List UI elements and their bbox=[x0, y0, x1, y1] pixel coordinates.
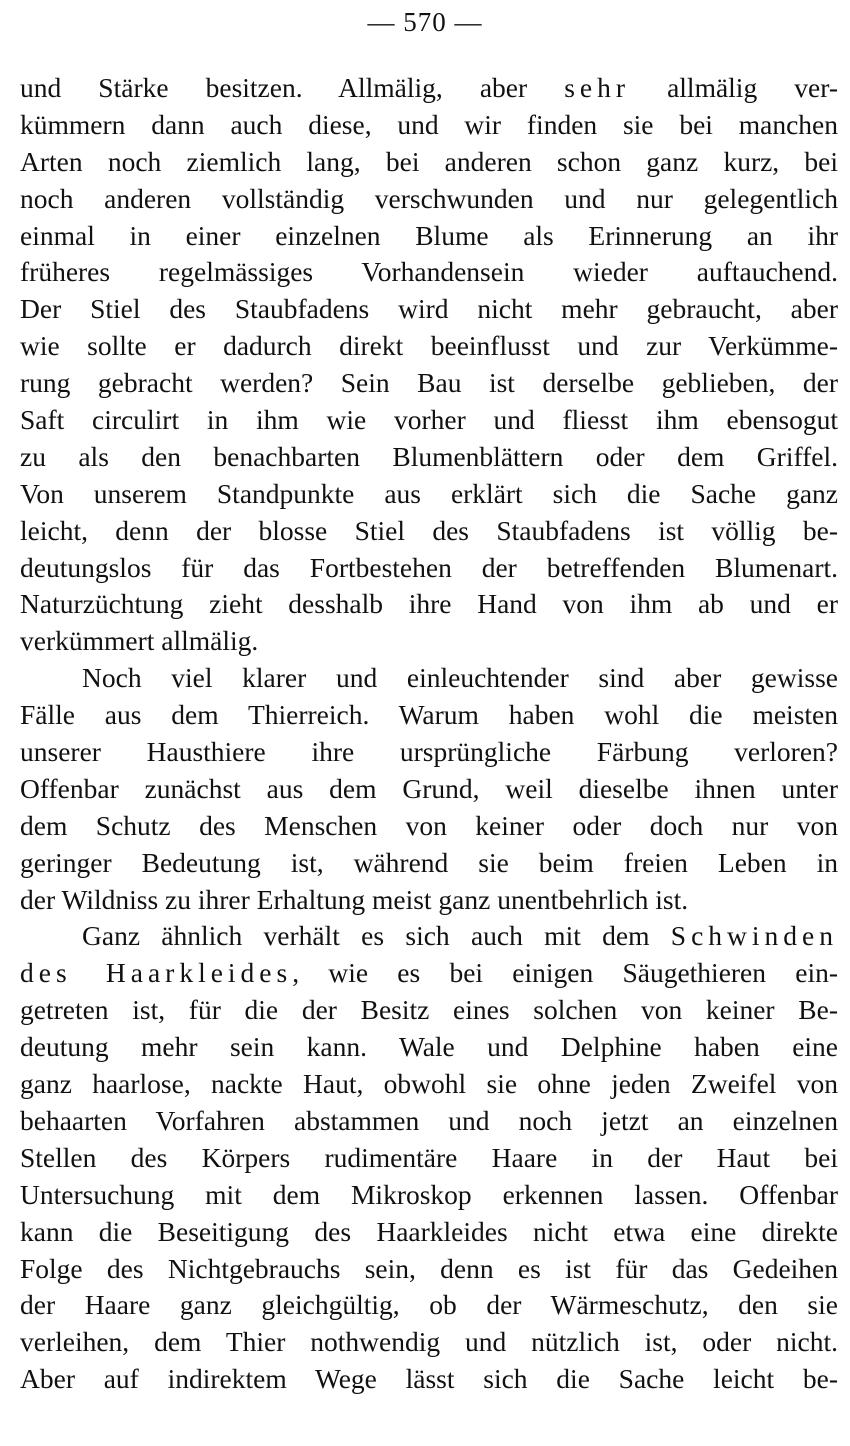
text-line bbox=[20, 291, 838, 328]
text-line bbox=[20, 955, 838, 992]
text-segment: , wie es bei einigen Säugethieren ein- bbox=[292, 957, 838, 989]
text-line bbox=[20, 513, 838, 550]
text-line bbox=[20, 1140, 838, 1177]
text-segment: unserer Hausthiere ihre ursprüngliche Färbung verloren? bbox=[20, 736, 838, 768]
text-line bbox=[20, 1177, 838, 1214]
text-line bbox=[20, 254, 838, 291]
text-segment: behaarten Vorfahren abstammen und noch jetzt an einzelnen bbox=[20, 1104, 838, 1136]
text-line bbox=[20, 218, 838, 255]
text-line bbox=[20, 697, 838, 734]
text-line bbox=[20, 1324, 838, 1361]
text-segment: getreten ist, für die der Besitz eines solchen von keiner Be- bbox=[20, 994, 838, 1026]
text-segment: Offenbar zunächst aus dem Grund, weil dieselbe ihnen unter bbox=[20, 772, 838, 804]
text-line bbox=[20, 845, 838, 882]
text-segment: deutungslos für das Fortbestehen der betreffenden Blumenart. bbox=[20, 551, 838, 583]
text-line bbox=[20, 1287, 838, 1324]
text-line bbox=[20, 1103, 838, 1140]
text-segment: rung gebracht werden? Sein Bau ist derselbe geblieben, der bbox=[20, 367, 838, 399]
text-line bbox=[20, 771, 838, 808]
text-line bbox=[20, 402, 838, 439]
text-line bbox=[20, 882, 838, 919]
text-line bbox=[20, 181, 838, 218]
text-line bbox=[20, 918, 838, 955]
text-line bbox=[20, 1066, 838, 1103]
text-segment: Noch viel klarer und einleuchtender sind aber gewisse bbox=[82, 662, 838, 694]
text-segment: zu als den benachbarten Blumenblättern oder dem Griffel. bbox=[20, 440, 838, 472]
text-line bbox=[20, 1029, 838, 1066]
text-segment: allmälig ver- bbox=[630, 72, 838, 103]
text-segment: noch anderen vollständig verschwunden und nur gelegentlich bbox=[20, 182, 838, 214]
text-line bbox=[20, 365, 838, 402]
text-segment: Arten noch ziemlich lang, bei anderen schon ganz kurz, bei bbox=[20, 145, 838, 177]
text-segment: ganz haarlose, nackte Haut, obwohl sie ohne jeden Zweifel von bbox=[20, 1068, 838, 1100]
body-text bbox=[20, 70, 838, 1398]
text-segment: einmal in einer einzelnen Blume als Erinnerung an ihr bbox=[20, 219, 838, 251]
text-segment: leicht, denn der blosse Stiel des Staubfadens ist völlig be- bbox=[20, 514, 838, 546]
text-segment: geringer Bedeutung ist, während sie beim freien Leben in bbox=[20, 846, 838, 878]
emphasized-text: sehr bbox=[564, 72, 631, 103]
text-line bbox=[20, 328, 838, 365]
text-line bbox=[20, 623, 838, 660]
text-line bbox=[20, 550, 838, 587]
text-segment: und Stärke besitzen. Allmälig, aber bbox=[20, 72, 565, 103]
text-line bbox=[20, 1361, 838, 1398]
text-segment: Folge des Nichtgebrauchs sein, denn es ist für das Gedeihen bbox=[20, 1252, 838, 1284]
text-line bbox=[20, 70, 838, 107]
text-line bbox=[20, 107, 838, 144]
text-segment: der Wildniss zu ihrer Erhaltung meist ganz unentbehrlich ist. bbox=[20, 883, 689, 915]
text-segment: Fälle aus dem Thierreich. Warum haben wohl die meisten bbox=[20, 699, 838, 731]
text-segment: wie sollte er dadurch direkt beeinflusst und zur Verkümme- bbox=[20, 330, 838, 362]
text-segment: Untersuchung mit dem Mikroskop erkennen lassen. Offenbar bbox=[20, 1178, 838, 1210]
text-segment: der Haare ganz gleichgültig, ob der Wärmeschutz, den sie bbox=[20, 1289, 838, 1321]
text-segment: verleihen, dem Thier nothwendig und nützlich ist, oder nicht. bbox=[20, 1326, 838, 1358]
text-line bbox=[20, 1251, 838, 1288]
text-line bbox=[20, 1214, 838, 1251]
text-segment: früheres regelmässiges Vorhandensein wieder auftauchend. bbox=[20, 256, 838, 288]
text-segment: Naturzüchtung zieht desshalb ihre Hand von ihm ab und er bbox=[20, 588, 838, 620]
text-line bbox=[20, 439, 838, 476]
text-segment: Stellen des Körpers rudimentäre Haare in der Haut bei bbox=[20, 1141, 838, 1173]
text-line bbox=[20, 144, 838, 181]
text-segment: dem Schutz des Menschen von keiner oder doch nur von bbox=[20, 809, 838, 841]
text-segment: Von unserem Standpunkte aus erklärt sich die Sache ganz bbox=[20, 477, 838, 509]
text-segment: kann die Beseitigung des Haarkleides nicht etwa eine direkte bbox=[20, 1215, 838, 1247]
text-segment: Ganz ähnlich verhält es sich auch mit dem bbox=[82, 920, 671, 952]
text-line bbox=[20, 808, 838, 845]
emphasized-text: des Haarkleides bbox=[20, 957, 293, 989]
text-segment: Saft circulirt in ihm wie vorher und fliesst ihm ebensogut bbox=[20, 404, 838, 436]
text-line bbox=[20, 992, 838, 1029]
text-line bbox=[20, 476, 838, 513]
text-segment: deutung mehr sein kann. Wale und Delphine haben eine bbox=[20, 1031, 838, 1063]
emphasized-text: Schwinden bbox=[670, 920, 838, 952]
text-line bbox=[20, 660, 838, 697]
text-segment: Der Stiel des Staubfadens wird nicht mehr gebraucht, aber bbox=[20, 293, 838, 325]
page-number: — 570 — bbox=[367, 7, 483, 37]
text-line bbox=[20, 734, 838, 771]
text-line bbox=[20, 586, 838, 623]
text-segment: verkümmert allmälig. bbox=[20, 625, 259, 657]
text-segment: Aber auf indirektem Wege lässt sich die Sache leicht be- bbox=[20, 1363, 838, 1395]
text-segment: kümmern dann auch diese, und wir finden sie bei manchen bbox=[20, 108, 838, 140]
